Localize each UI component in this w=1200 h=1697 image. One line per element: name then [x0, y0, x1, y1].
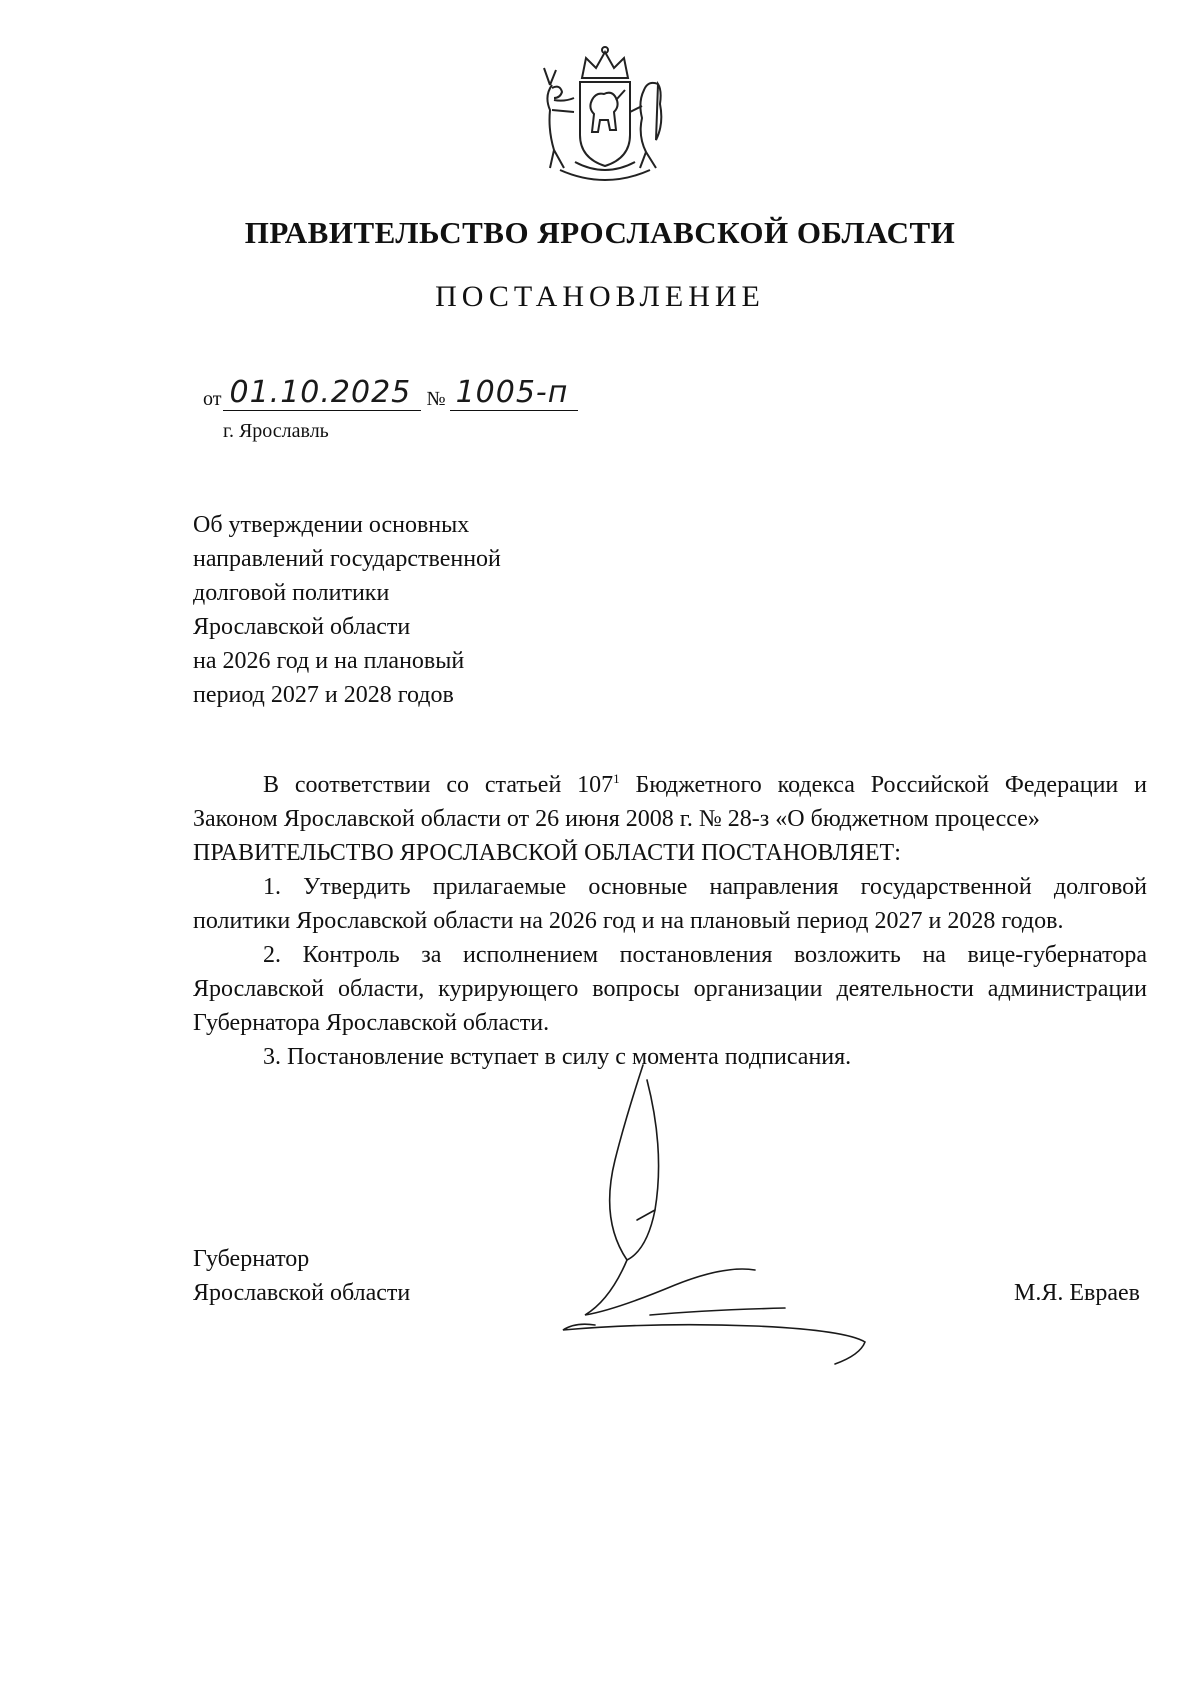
document-body [193, 768, 1147, 1074]
subject-line: направлений государственной [193, 546, 501, 572]
city: г. Ярославль [223, 420, 329, 442]
position-line: Губернатор [193, 1246, 310, 1272]
preamble-text-continued: Бюджетного кодекса Российской Федерации и Законом Ярославской области от 26 июня 2008 г. № 28-з «О бюджетном процессе» [193, 772, 1147, 832]
preamble-text: В соответствии со статьей 107 [263, 772, 614, 798]
number-prefix: № [426, 388, 446, 410]
handwritten-number: 1005-п [455, 375, 569, 410]
item-1: 1. Утвердить прилагаемые основные направления государственной долговой политики Ярославской области на 2026 год и на плановый период 2027 и 2028 годов. [193, 874, 1147, 934]
item-2: 2. Контроль за исполнением постановления возложить на вице-губернатора Ярославской области, курирующего вопросы организации деятельности администрации Губернатора Ярославской области. [193, 942, 1147, 1036]
subject-line: период 2027 и 2028 годов [193, 682, 454, 708]
item-3: 3. Постановление вступает в силу с момента подписания. [263, 1044, 852, 1070]
handwritten-date: 01.10.2025 [229, 375, 412, 410]
date-field [223, 375, 421, 411]
number-field [450, 375, 578, 411]
signatory-name: М.Я. Евраев [1014, 1280, 1140, 1306]
subject-line: на 2026 год и на плановый [193, 648, 465, 674]
document-subject [193, 508, 501, 712]
position-line: Ярославской области [193, 1280, 411, 1306]
preamble-paragraph [193, 768, 1147, 836]
subject-line: долговой политики [193, 580, 390, 606]
document-type: ПОСТАНОВЛЕНИЕ [435, 280, 765, 313]
handwritten-signature [555, 1060, 945, 1400]
article-superscript: 1 [613, 771, 620, 786]
subject-line: Об утверждении основных [193, 512, 470, 538]
subject-line: Ярославской области [193, 614, 411, 640]
date-prefix: от [203, 388, 222, 410]
signatory-position [193, 1242, 410, 1310]
organization-title: ПРАВИТЕЛЬСТВО ЯРОСЛАВСКОЙ ОБЛАСТИ [244, 215, 956, 250]
coat-of-arms-icon [530, 40, 680, 190]
resolution-phrase: ПРАВИТЕЛЬСТВО ЯРОСЛАВСКОЙ ОБЛАСТИ ПОСТАНОВЛЯЕТ: [193, 840, 901, 866]
registration-line [203, 375, 578, 411]
